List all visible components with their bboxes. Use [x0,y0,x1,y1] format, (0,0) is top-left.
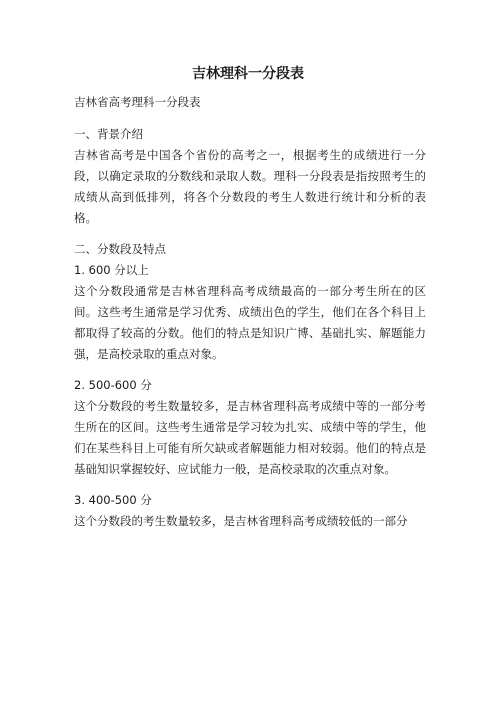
score-band-label: 3. 400-500 分 [74,493,152,507]
section-heading-score-bands: 二、分数段及特点 [74,242,166,256]
section-paragraph-background: 吉林省高考是中国各个省份的高考之一，根据考生的成绩进行一分段，以确定录取的分数线和录取人数。理科一分段表是指按照考生的成绩从高到低排列，将各个分数段的考生人数进行统计和分析的表格。 [74,148,426,225]
section-heading-background: 一、背景介绍 [74,127,143,141]
document-body [74,92,426,532]
score-band-description: 这个分数段通常是吉林省理科高考成绩最高的一部分考生所在的区间。这些考生通常是学习优秀、成绩出色的学生，他们在各个科目上都取得了较高的分数。他们的特点是知识广博、基础扎实、解题能力强，是高校录取的重点对象。 [74,284,426,361]
score-band-label: 2. 500-600 分 [74,378,152,392]
score-band-description: 这个分数段的考生数量较多，是吉林省理科高考成绩中等的一部分考生所在的区间。这些考生通常是学习较为扎实、成绩中等的学生，他们在某些科目上可能有所欠缺或者解题能力相对较弱。他们的特点是基础知识掌握较好、应试能力一般，是高校录取的次重点对象。 [74,399,426,476]
document-title: 吉林理科一分段表 [192,66,304,82]
document-subtitle: 吉林省高考理科一分段表 [74,95,201,109]
score-band-label: 1. 600 分以上 [74,263,149,277]
score-band-description: 这个分数段的考生数量较多，是吉林省理科高考成绩较低的一部分 [74,514,408,528]
